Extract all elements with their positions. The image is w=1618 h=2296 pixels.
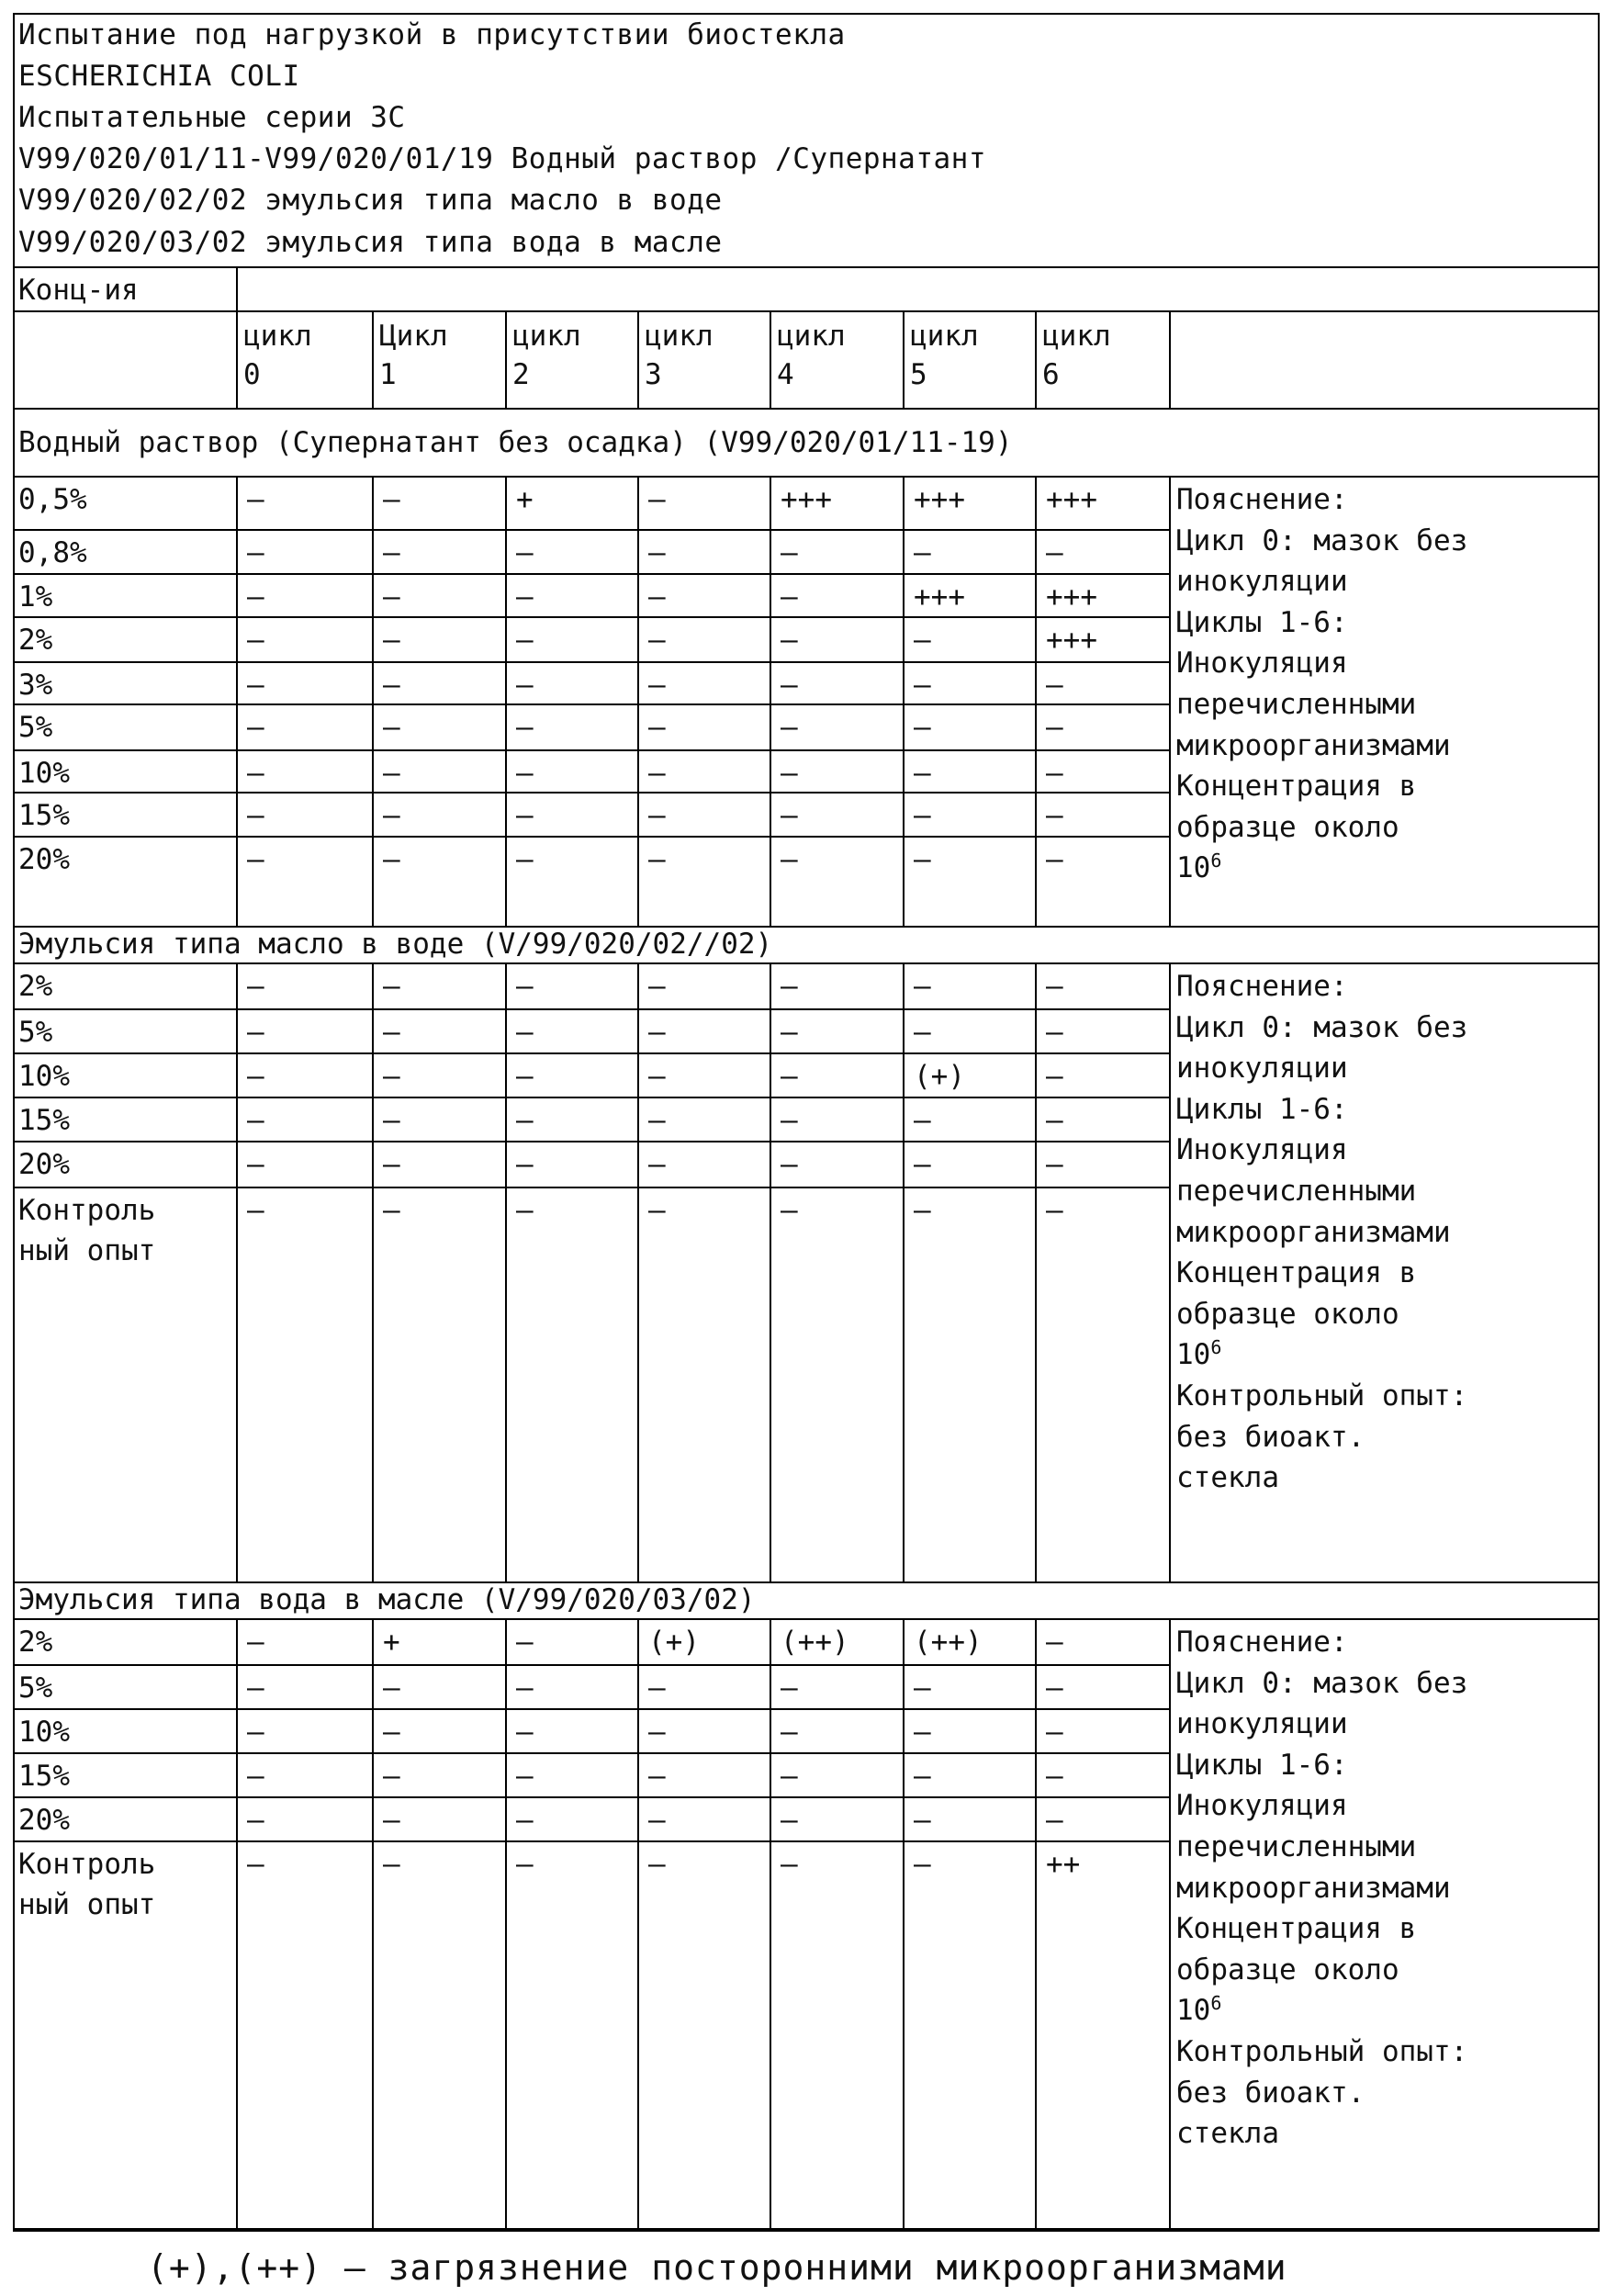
- column-rule: [372, 476, 374, 926]
- column-rule: [236, 476, 238, 926]
- result-cell: –: [1046, 1716, 1063, 1749]
- result-cell: –: [914, 669, 931, 702]
- result-cell: –: [516, 1016, 534, 1049]
- result-cell: –: [247, 1760, 264, 1793]
- result-cell: –: [247, 1060, 264, 1093]
- row-rule: [13, 1008, 1169, 1010]
- result-cell: –: [914, 536, 931, 569]
- result-cell: +++: [914, 483, 965, 516]
- note-line: перечисленными: [1176, 688, 1417, 721]
- result-cell: –: [648, 483, 666, 516]
- concentration-label: 0,8%: [18, 536, 87, 569]
- result-cell: –: [383, 580, 400, 613]
- result-cell: –: [781, 799, 798, 832]
- column-rule: [236, 266, 238, 310]
- result-cell: –: [1046, 1148, 1063, 1181]
- row-rule: [13, 1187, 1169, 1188]
- note-line: микроорганизмами: [1176, 1215, 1451, 1249]
- result-cell: +: [516, 483, 534, 516]
- result-cell: –: [516, 1804, 534, 1837]
- result-cell: (+): [648, 1626, 700, 1659]
- column-rule: [770, 476, 771, 926]
- result-cell: (++): [914, 1626, 983, 1659]
- result-cell: –: [1046, 843, 1063, 876]
- result-cell: +++: [1046, 483, 1097, 516]
- result-cell: –: [648, 970, 666, 1003]
- section-title-rule: [13, 476, 1600, 478]
- cycle-header-number: 6: [1042, 358, 1060, 391]
- result-cell: –: [1046, 757, 1063, 790]
- result-cell: –: [781, 1060, 798, 1093]
- row-rule: [13, 1708, 1169, 1710]
- result-cell: –: [914, 970, 931, 1003]
- concentration-label: Контроль: [18, 1194, 156, 1227]
- concentration-label: 2%: [18, 970, 53, 1003]
- column-rule: [505, 962, 507, 1581]
- result-cell: –: [383, 1848, 400, 1881]
- result-cell: –: [516, 1626, 534, 1659]
- cycle-header-number: 2: [512, 358, 530, 391]
- result-cell: –: [383, 1060, 400, 1093]
- column-rule: [505, 476, 507, 926]
- note-line: Циклы 1-6:: [1176, 1092, 1348, 1126]
- result-cell: –: [247, 580, 264, 613]
- result-cell: –: [383, 1148, 400, 1181]
- note-line: Цикл 0: мазок без: [1176, 523, 1468, 557]
- result-cell: –: [914, 1148, 931, 1181]
- concentration-label: ный опыт: [18, 1888, 156, 1921]
- result-cell: –: [1046, 711, 1063, 744]
- result-cell: –: [781, 1716, 798, 1749]
- row-rule: [13, 529, 1169, 531]
- cycle-header-word: цикл: [1042, 320, 1111, 353]
- result-cell: –: [1046, 1760, 1063, 1793]
- result-cell: –: [1046, 1194, 1063, 1227]
- column-rule: [903, 310, 905, 408]
- result-cell: –: [648, 1716, 666, 1749]
- cycle-header-word: цикл: [243, 320, 312, 353]
- result-cell: –: [383, 1760, 400, 1793]
- concentration-label: 20%: [18, 1148, 70, 1181]
- note-line: $10^6$: [1176, 1992, 1222, 2028]
- note-line: микроорганизмами: [1176, 728, 1451, 762]
- note-line: Инокуляция: [1176, 1133, 1348, 1167]
- row-rule: [13, 749, 1169, 751]
- note-line: Цикл 0: мазок без: [1176, 1666, 1468, 1700]
- result-cell: –: [781, 1194, 798, 1227]
- concentration-label: 15%: [18, 1760, 70, 1793]
- column-rule: [1169, 476, 1171, 926]
- result-cell: –: [247, 1848, 264, 1881]
- result-cell: –: [914, 843, 931, 876]
- result-cell: –: [383, 624, 400, 657]
- result-cell: –: [648, 1671, 666, 1705]
- result-cell: –: [383, 669, 400, 702]
- table-border-left: [13, 13, 15, 2230]
- section-title-rule: [13, 1618, 1600, 1620]
- result-cell: –: [781, 1804, 798, 1837]
- result-cell: –: [781, 536, 798, 569]
- row-rule: [13, 1052, 1169, 1054]
- note-line: без биоакт.: [1176, 2076, 1365, 2110]
- note-line: Концентрация в: [1176, 1912, 1417, 1946]
- result-cell: –: [383, 711, 400, 744]
- result-cell: –: [383, 843, 400, 876]
- result-cell: –: [383, 536, 400, 569]
- result-cell: –: [247, 1016, 264, 1049]
- concentration-label: ный опыт: [18, 1234, 156, 1267]
- result-cell: –: [648, 711, 666, 744]
- result-cell: –: [1046, 669, 1063, 702]
- result-cell: –: [648, 536, 666, 569]
- note-line: Инокуляция: [1176, 647, 1348, 681]
- concentration-label: 20%: [18, 843, 70, 876]
- result-cell: –: [516, 1716, 534, 1749]
- result-cell: –: [247, 1716, 264, 1749]
- row-rule: [13, 1796, 1169, 1798]
- concentration-label: 5%: [18, 711, 53, 744]
- row-rule: [13, 1664, 1169, 1666]
- note-line: Циклы 1-6:: [1176, 1748, 1348, 1782]
- result-cell: –: [914, 1760, 931, 1793]
- cycle-header-number: 3: [645, 358, 662, 391]
- column-rule: [505, 310, 507, 408]
- column-rule: [637, 310, 639, 408]
- result-cell: –: [516, 1760, 534, 1793]
- result-cell: –: [648, 624, 666, 657]
- row-rule: [13, 836, 1169, 838]
- note-line: Концентрация в: [1176, 1256, 1417, 1290]
- header-line: V99/020/02/02 эмульсия типа масло в воде: [18, 184, 723, 217]
- result-cell: –: [383, 1194, 400, 1227]
- result-cell: –: [781, 843, 798, 876]
- result-cell: –: [516, 1104, 534, 1137]
- column-rule: [1169, 310, 1171, 408]
- result-cell: –: [648, 1760, 666, 1793]
- result-cell: –: [914, 1804, 931, 1837]
- note-line: $10^6$: [1176, 1336, 1222, 1372]
- concentration-label: 15%: [18, 799, 70, 832]
- column-rule: [372, 962, 374, 1581]
- result-cell: –: [648, 1104, 666, 1137]
- note-line: Циклы 1-6:: [1176, 605, 1348, 639]
- result-cell: (+): [914, 1060, 965, 1093]
- result-cell: –: [1046, 1626, 1063, 1659]
- result-cell: –: [914, 757, 931, 790]
- column-rule: [1169, 1618, 1171, 2230]
- row-rule: [13, 408, 1600, 410]
- result-cell: –: [516, 536, 534, 569]
- section-title-rule: [13, 962, 1600, 964]
- cycle-header-word: цикл: [645, 320, 713, 353]
- table-border-right: [1598, 13, 1600, 2230]
- result-cell: –: [648, 669, 666, 702]
- result-cell: –: [383, 1016, 400, 1049]
- result-cell: –: [247, 1148, 264, 1181]
- note-line: Пояснение:: [1176, 483, 1348, 516]
- concentration-label: 2%: [18, 624, 53, 657]
- cycle-header-word: цикл: [910, 320, 979, 353]
- result-cell: –: [516, 580, 534, 613]
- result-cell: –: [648, 843, 666, 876]
- result-cell: –: [247, 1626, 264, 1659]
- note-line: Концентрация в: [1176, 770, 1417, 804]
- column-rule: [903, 962, 905, 1581]
- header-line: ESCHERICHIA COLI: [18, 60, 300, 93]
- concentration-label: 5%: [18, 1016, 53, 1049]
- concentration-label: 10%: [18, 1060, 70, 1093]
- result-cell: –: [648, 757, 666, 790]
- result-cell: –: [648, 580, 666, 613]
- result-cell: (++): [781, 1626, 849, 1659]
- result-cell: +++: [1046, 624, 1097, 657]
- result-cell: –: [247, 624, 264, 657]
- result-cell: –: [914, 711, 931, 744]
- result-cell: –: [383, 1104, 400, 1137]
- result-cell: –: [781, 970, 798, 1003]
- result-cell: +: [383, 1626, 400, 1659]
- column-rule: [236, 962, 238, 1581]
- result-cell: –: [914, 1848, 931, 1881]
- column-rule: [1035, 476, 1037, 926]
- concentration-label: Контроль: [18, 1848, 156, 1881]
- concentration-label: Конц-ия: [18, 274, 139, 307]
- result-cell: –: [247, 1671, 264, 1705]
- exponent: 6: [1210, 850, 1222, 872]
- result-cell: –: [247, 1194, 264, 1227]
- result-cell: –: [247, 1804, 264, 1837]
- cycle-header-number: 1: [379, 358, 397, 391]
- concentration-label: 0,5%: [18, 483, 87, 516]
- concentration-label: 2%: [18, 1626, 53, 1659]
- result-cell: –: [914, 799, 931, 832]
- note-line: инокуляции: [1176, 1052, 1348, 1086]
- result-cell: –: [516, 1671, 534, 1705]
- column-rule: [637, 962, 639, 1581]
- header-line: Испытательные серии 3C: [18, 101, 406, 134]
- result-cell: –: [516, 1194, 534, 1227]
- result-cell: –: [516, 757, 534, 790]
- row-rule: [13, 661, 1169, 663]
- note-line: перечисленными: [1176, 1175, 1417, 1208]
- result-cell: +++: [1046, 580, 1097, 613]
- result-cell: –: [648, 1016, 666, 1049]
- result-cell: –: [383, 757, 400, 790]
- header-line: V99/020/01/11-V99/020/01/19 Водный раствор /Супернатант: [18, 142, 986, 175]
- note-line: $10^6$: [1176, 850, 1222, 885]
- concentration-label: 10%: [18, 1716, 70, 1749]
- result-cell: –: [1046, 970, 1063, 1003]
- section-end-rule: [13, 2230, 1600, 2232]
- note-line: стекла: [1176, 2117, 1279, 2151]
- row-rule: [13, 1097, 1169, 1098]
- row-rule: [13, 616, 1169, 618]
- result-cell: –: [648, 1848, 666, 1881]
- concentration-label: 5%: [18, 1671, 53, 1705]
- row-rule: [13, 1840, 1169, 1842]
- result-cell: –: [516, 624, 534, 657]
- cycle-header-word: Цикл: [379, 320, 448, 353]
- note-line: инокуляции: [1176, 565, 1348, 599]
- result-cell: –: [1046, 1804, 1063, 1837]
- result-cell: –: [648, 1148, 666, 1181]
- note-line: образце около: [1176, 810, 1399, 844]
- note-line: образце около: [1176, 1297, 1399, 1331]
- result-cell: +++: [781, 483, 832, 516]
- result-cell: –: [383, 799, 400, 832]
- note-line: Пояснение:: [1176, 1626, 1348, 1659]
- column-rule: [1035, 310, 1037, 408]
- column-rule: [637, 476, 639, 926]
- result-cell: –: [781, 757, 798, 790]
- section-title: Эмульсия типа вода в масле (V/99/020/03/02): [18, 1583, 756, 1616]
- result-cell: –: [1046, 1104, 1063, 1137]
- result-cell: –: [781, 1148, 798, 1181]
- column-rule: [1035, 962, 1037, 1581]
- note-line: Инокуляция: [1176, 1789, 1348, 1823]
- column-rule: [236, 310, 238, 408]
- result-cell: –: [914, 1104, 931, 1137]
- result-cell: –: [247, 757, 264, 790]
- result-cell: –: [516, 1848, 534, 1881]
- note-line: микроорганизмами: [1176, 1871, 1451, 1905]
- concentration-label: 20%: [18, 1804, 70, 1837]
- concentration-label: 15%: [18, 1104, 70, 1137]
- row-rule: [13, 792, 1169, 793]
- result-cell: –: [383, 1671, 400, 1705]
- result-cell: –: [914, 1016, 931, 1049]
- result-cell: –: [1046, 1060, 1063, 1093]
- result-cell: –: [516, 970, 534, 1003]
- cycle-header-number: 4: [777, 358, 794, 391]
- column-rule: [770, 962, 771, 1581]
- result-cell: –: [781, 1848, 798, 1881]
- note-line: стекла: [1176, 1461, 1279, 1495]
- result-cell: –: [781, 669, 798, 702]
- cycle-header-number: 5: [910, 358, 927, 391]
- concentration-label: 3%: [18, 669, 53, 702]
- result-cell: –: [914, 1194, 931, 1227]
- note-line: без биоакт.: [1176, 1420, 1365, 1454]
- column-rule: [372, 310, 374, 408]
- result-cell: –: [914, 1716, 931, 1749]
- result-cell: –: [247, 970, 264, 1003]
- row-rule: [13, 1752, 1169, 1754]
- result-cell: –: [247, 536, 264, 569]
- note-line: Цикл 0: мазок без: [1176, 1010, 1468, 1044]
- concentration-label: 10%: [18, 757, 70, 790]
- result-cell: –: [247, 1104, 264, 1137]
- result-cell: –: [516, 799, 534, 832]
- result-cell: –: [781, 1760, 798, 1793]
- result-cell: –: [247, 669, 264, 702]
- result-cell: –: [648, 1060, 666, 1093]
- result-cell: –: [1046, 1671, 1063, 1705]
- result-cell: –: [781, 1671, 798, 1705]
- result-cell: –: [516, 669, 534, 702]
- exponent: 6: [1210, 1992, 1222, 2015]
- result-cell: +++: [914, 580, 965, 613]
- result-cell: –: [914, 624, 931, 657]
- note-line: Пояснение:: [1176, 970, 1348, 1003]
- result-cell: –: [383, 970, 400, 1003]
- header-divider: [13, 266, 1600, 268]
- result-cell: –: [781, 580, 798, 613]
- footnote: (+),(++) – загрязнение посторонними микроорганизмами: [147, 2247, 1287, 2288]
- result-cell: –: [1046, 1016, 1063, 1049]
- result-cell: –: [781, 624, 798, 657]
- result-cell: –: [247, 483, 264, 516]
- result-cell: –: [247, 843, 264, 876]
- result-cell: –: [516, 843, 534, 876]
- result-cell: –: [383, 1716, 400, 1749]
- header-line: Испытание под нагрузкой в присутствии биостекла: [18, 18, 846, 51]
- result-cell: –: [516, 711, 534, 744]
- result-cell: –: [383, 1804, 400, 1837]
- result-cell: –: [781, 711, 798, 744]
- section-title: Эмульсия типа масло в воде (V/99/020/02//02): [18, 928, 773, 961]
- cycle-header-number: 0: [243, 358, 261, 391]
- note-line: Контрольный опыт:: [1176, 2035, 1468, 2068]
- result-cell: –: [648, 1194, 666, 1227]
- column-rule: [1169, 962, 1171, 1581]
- section-title: Водный раствор (Супернатант без осадка) (V99/020/01/11-19): [18, 426, 1013, 459]
- cycle-header-word: цикл: [777, 320, 846, 353]
- note-line: образце около: [1176, 1953, 1399, 1986]
- result-cell: –: [1046, 799, 1063, 832]
- note-line: инокуляции: [1176, 1707, 1348, 1741]
- exponent: 6: [1210, 1336, 1222, 1359]
- cycle-header-word: цикл: [512, 320, 581, 353]
- result-cell: –: [1046, 536, 1063, 569]
- result-cell: –: [648, 1804, 666, 1837]
- result-cell: –: [247, 799, 264, 832]
- row-rule: [13, 703, 1169, 705]
- concentration-label: 1%: [18, 580, 53, 613]
- column-rule: [903, 476, 905, 926]
- column-rule: [770, 310, 771, 408]
- row-rule: [13, 310, 1600, 312]
- row-rule: [13, 573, 1169, 575]
- result-cell: ++: [1046, 1848, 1081, 1881]
- note-line: перечисленными: [1176, 1830, 1417, 1863]
- result-cell: –: [516, 1060, 534, 1093]
- result-cell: –: [648, 799, 666, 832]
- result-cell: –: [383, 483, 400, 516]
- row-rule: [13, 1141, 1169, 1142]
- result-cell: –: [781, 1104, 798, 1137]
- header-line: V99/020/03/02 эмульсия типа вода в масле: [18, 226, 723, 259]
- note-line: Контрольный опыт:: [1176, 1379, 1468, 1412]
- result-cell: –: [247, 711, 264, 744]
- result-cell: –: [781, 1016, 798, 1049]
- result-cell: –: [516, 1148, 534, 1181]
- result-cell: –: [914, 1671, 931, 1705]
